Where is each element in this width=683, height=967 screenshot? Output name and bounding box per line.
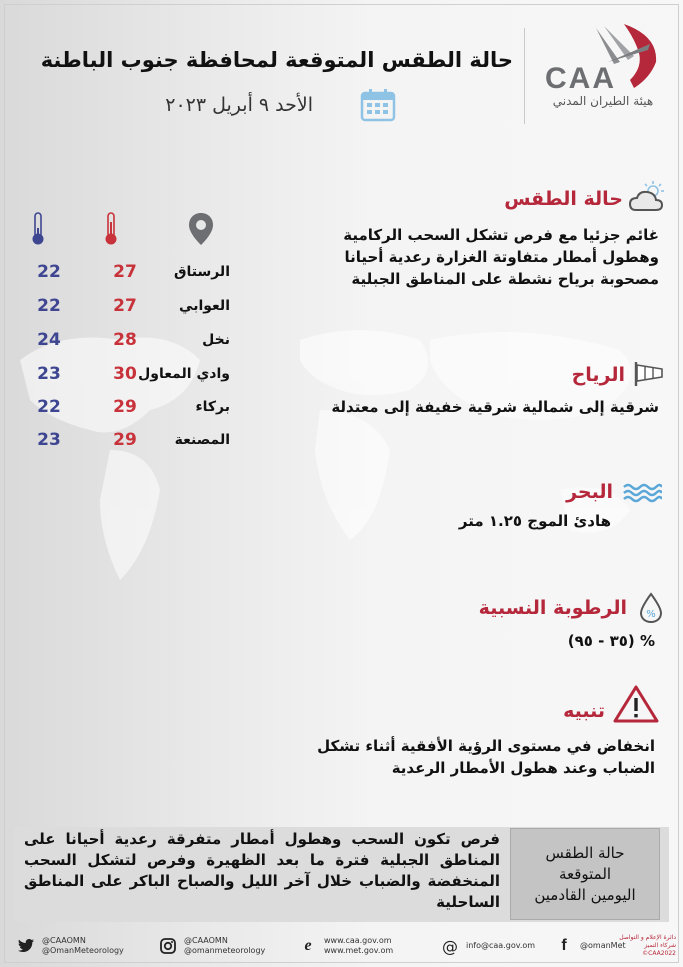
weather-text (299, 224, 659, 290)
max-thermometer-icon (104, 212, 118, 246)
warning-line: الضباب وعند هطول الأمطار الرعدية (391, 759, 655, 777)
weather-title: حالة الطقس (504, 188, 623, 210)
facebook-handle: @omanMet (580, 941, 626, 950)
location-pin-icon (188, 212, 214, 246)
footer (0, 929, 683, 963)
city-row (10, 399, 230, 429)
city-row (10, 298, 230, 328)
weather-line: غائم جزئيا مع فرص تشكل السحب الركامية (343, 226, 659, 244)
windsock-icon (632, 360, 666, 388)
weather-line: وهطول أمطار متفاوتة الغزارة رعدية أحيانا (344, 248, 659, 266)
max-temp: 29 (113, 430, 137, 450)
forecast-label-line: حالة الطقس (545, 843, 625, 862)
forecast-label-line: اليومين القادمين (534, 885, 636, 904)
wind-text: شرقية إلى شمالية شرقية خفيفة إلى معتدلة (331, 398, 659, 416)
copyright-line: دائرة الإعلام و التواصل (619, 934, 676, 941)
max-temp: 27 (113, 262, 137, 282)
website-url: www.met.gov.om (324, 946, 394, 955)
warning-line: انخفاض في مستوى الرؤية الأفقية أثناء تشكل (317, 737, 655, 755)
humidity-text: % (٣٥ - ٩٥) (567, 632, 655, 650)
email-link[interactable] (440, 929, 535, 963)
max-temp: 28 (113, 330, 137, 350)
calendar-icon (360, 88, 396, 122)
city-row (10, 366, 230, 396)
svg-text:%: % (646, 609, 656, 620)
city-row (10, 432, 230, 462)
copyright-line: ©CAA2022 (642, 950, 676, 957)
humidity-title: الرطوبة النسبية (478, 597, 627, 619)
min-thermometer-icon (31, 212, 45, 246)
forecast-text: فرص تكون السحب وهطول أمطار متفرقة رعدية أحيانا على المناطق الجبلية فترة ما بعد الظهيرة وفرص لتشكل السحب المنخفضة والضباب خلال آخر الليل والصباح الباكر على المناطق الساحلية (24, 830, 500, 911)
website-link[interactable] (298, 929, 393, 963)
waves-icon (622, 482, 662, 504)
city-name: المصنعة (174, 432, 230, 448)
max-temp: 29 (113, 397, 137, 417)
logo-letters: CAA (545, 62, 616, 95)
forecast-label-line: المتوقعة (558, 864, 612, 883)
instagram-handle: @CAAOMN (184, 936, 228, 945)
min-temp: 22 (37, 397, 61, 417)
city-row (10, 264, 230, 294)
city-name: وادي المعاول (138, 366, 230, 382)
twitter-icon (16, 936, 36, 956)
partly-cloudy-icon (628, 180, 668, 214)
warning-text (275, 735, 655, 779)
warning-triangle-icon (612, 684, 660, 724)
twitter-link[interactable] (16, 929, 124, 963)
copyright-line: شركاء التميز (644, 942, 676, 949)
instagram-link[interactable] (158, 929, 265, 963)
min-temp: 24 (37, 330, 61, 350)
page-title: حالة الطقس المتوقعة لمحافظة جنوب الباطنة (40, 48, 513, 72)
city-name: نخل (202, 332, 230, 348)
max-temp: 27 (113, 296, 137, 316)
city-row (10, 332, 230, 362)
min-temp: 23 (37, 364, 61, 384)
footer-copyright (618, 934, 676, 958)
bulletin-date: الأحد ٩ أبريل ٢٠٢٣ (165, 94, 313, 116)
city-name: العوابي (179, 298, 230, 314)
min-temp: 22 (37, 296, 61, 316)
instagram-handle: @omanmeteorology (184, 946, 266, 955)
sea-text: هادئ الموج ١.٢٥ متر (458, 512, 611, 530)
warning-title: تنبيه (563, 700, 605, 722)
twitter-handle: @CAAOMN (42, 936, 86, 945)
at-sign-icon: @ (442, 936, 458, 956)
header-divider (524, 28, 525, 124)
facebook-link[interactable] (554, 929, 626, 963)
twitter-handle: @OmanMeteorology (42, 946, 124, 955)
sea-title: البحر (566, 481, 613, 503)
min-temp: 22 (37, 262, 61, 282)
weather-line: مصحوبة برياح نشطة على المناطق الجبلية (351, 270, 659, 288)
wind-title: الرياح (571, 364, 625, 386)
max-temp: 30 (113, 364, 137, 384)
email-address: info@caa.gov.om (466, 941, 536, 950)
website-url: www.caa.gov.om (324, 936, 392, 945)
forecast-label (510, 828, 660, 920)
city-name: بركاء (195, 399, 230, 415)
facebook-icon: f (561, 937, 567, 954)
instagram-icon (158, 936, 178, 956)
city-name: الرستاق (173, 264, 230, 280)
web-browser-icon: e (304, 937, 312, 954)
humidity-drop-icon (638, 592, 664, 624)
logo-caption: هيئة الطيران المدني (552, 94, 654, 108)
min-temp: 23 (37, 430, 61, 450)
